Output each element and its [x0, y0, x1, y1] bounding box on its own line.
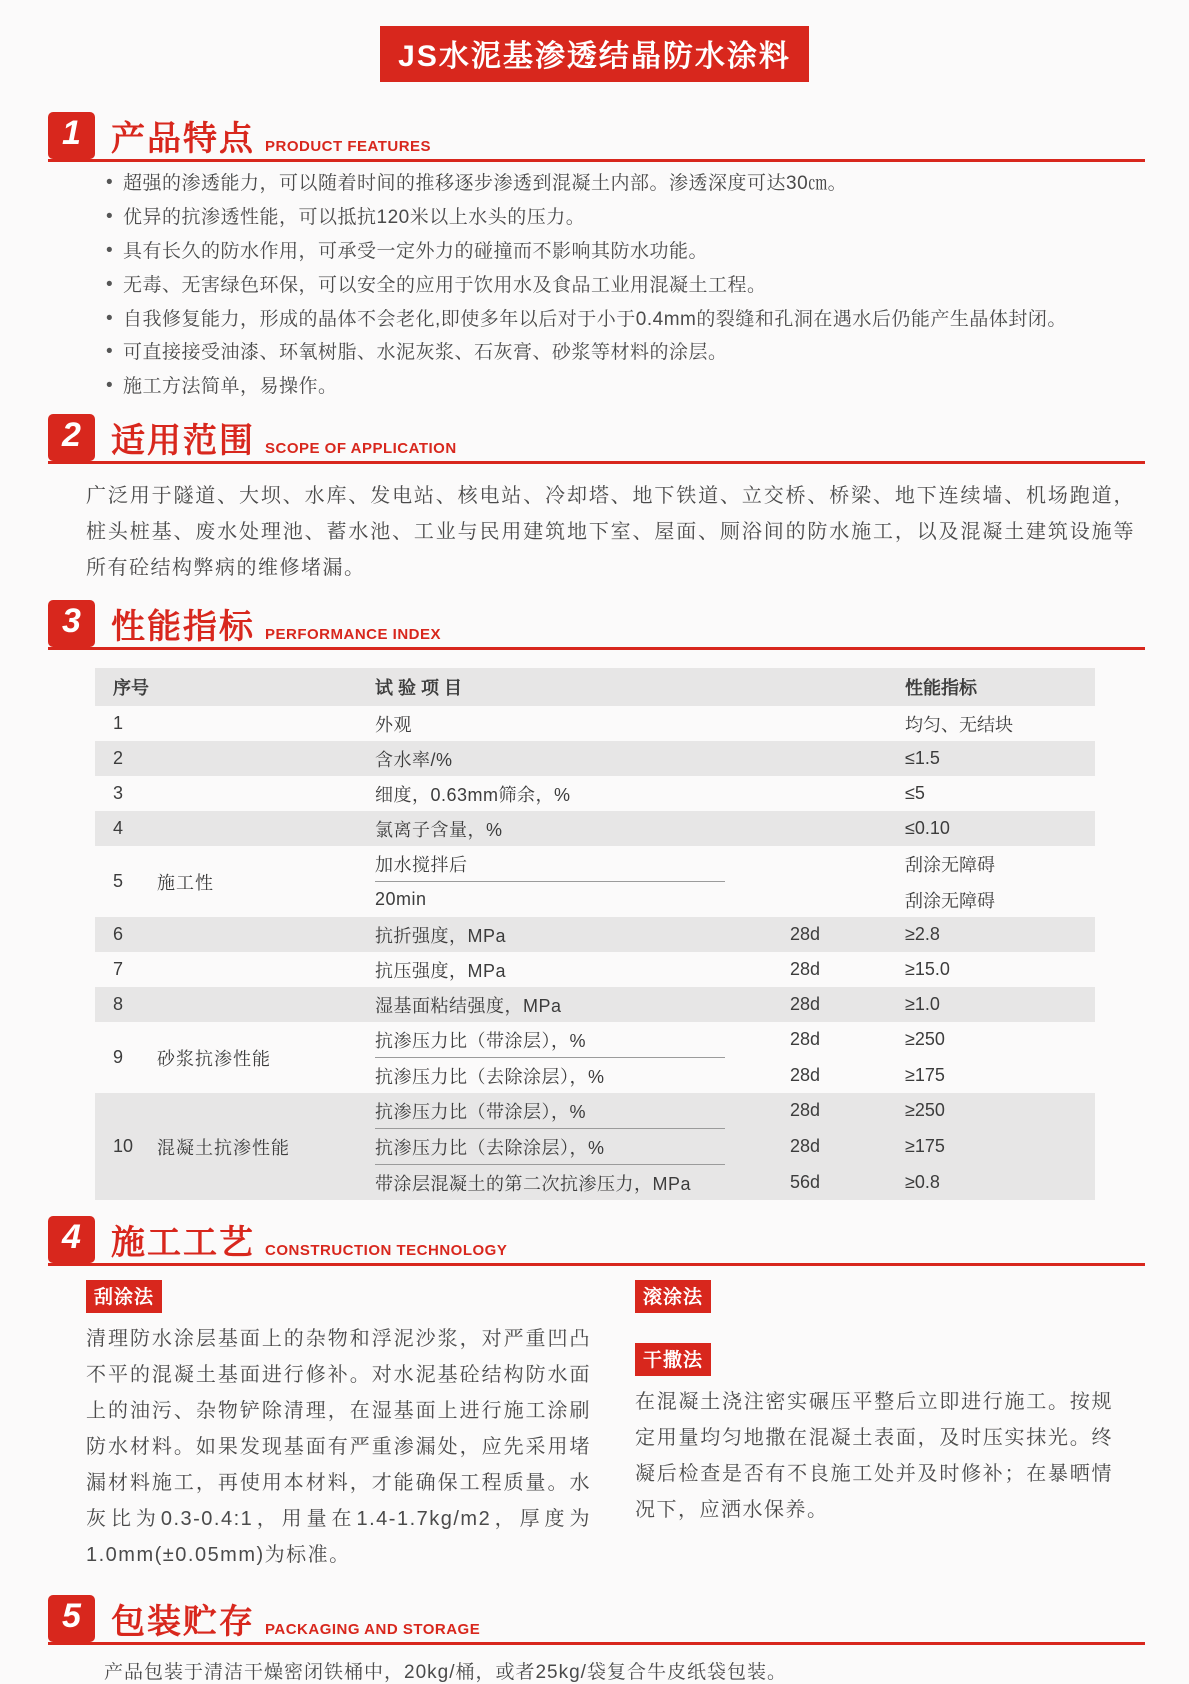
test-age: 28d — [790, 924, 821, 945]
section-performance — [48, 600, 1145, 1200]
sub-row — [375, 952, 1095, 987]
test-value: ≤5 — [905, 783, 925, 804]
section-scope — [48, 414, 1145, 586]
method-badge-roll: 滚涂法 — [635, 1280, 711, 1313]
test-item: 抗压强度，MPa — [375, 960, 507, 981]
feature-item: • 无毒、无害绿色环保，可以安全的应用于饮用水及食品工业用混凝土工程。 — [106, 276, 1145, 297]
section-title: 施工工艺 — [111, 1224, 255, 1263]
row-sub-rows — [375, 741, 1095, 776]
performance-table — [95, 668, 1095, 1200]
dry-method-text: 在混凝土浇注密实碾压平整后立即进行施工。按规定用量均匀地撒在混凝土表面，及时压实抹光。终凝后检查是否有不良施工处并及时修补；在暴晒情况下，应洒水保养。 — [635, 1391, 1113, 1522]
feature-item: • 可直接接受油漆、环氧树脂、水泥灰浆、石灰膏、砂浆等材料的涂层。 — [106, 343, 1145, 364]
test-value: 刮涂无障碍 — [905, 854, 995, 875]
section-number-badge: 1 — [48, 112, 95, 159]
table-header-spacer — [157, 668, 375, 706]
scope-paragraph: 广泛用于隧道、大坝、水库、发电站、核电站、冷却塔、地下铁道、立交桥、桥梁、地下连续墙、机场跑道，桩头桩基、废水处理池、蓄水池、工业与民用建筑地下室、屋面、厕浴间的防水施工，以及混凝土建筑设施等所有砼结构弊病的维修堵漏。 — [86, 485, 1135, 580]
test-item: 抗渗压力比（带涂层），% — [375, 1101, 587, 1122]
table-row — [95, 952, 1095, 987]
row-sub-rows — [375, 1093, 1095, 1200]
section-construction — [48, 1216, 1145, 1573]
test-age: 28d — [790, 994, 821, 1015]
table-header-no: 序号 — [113, 678, 149, 699]
table-header-item: 试验项目 — [375, 678, 467, 699]
section-packaging-header — [48, 1595, 1145, 1645]
row-sub-rows — [375, 706, 1095, 741]
test-item: 细度，0.63mm筛余，% — [375, 784, 571, 805]
performance-table-body — [95, 706, 1095, 1200]
sub-row — [375, 706, 1095, 741]
section-construction-header — [48, 1216, 1145, 1266]
test-age: 28d — [790, 1100, 821, 1121]
construction-columns — [86, 1280, 1145, 1573]
test-item: 氯离子含量，% — [375, 819, 503, 840]
sub-row — [375, 1022, 1095, 1057]
sub-row — [375, 1093, 1095, 1128]
test-item: 外观 — [375, 714, 412, 735]
test-item: 抗渗压力比（带涂层），% — [375, 1030, 587, 1051]
test-value: 均匀、无结块 — [905, 714, 1013, 735]
table-row — [95, 776, 1095, 811]
test-item: 加水搅拌后 — [375, 854, 468, 875]
table-row — [95, 741, 1095, 776]
sub-row — [375, 741, 1095, 776]
test-age: 28d — [790, 1136, 821, 1157]
sub-row — [375, 811, 1095, 846]
row-sub-rows — [375, 1022, 1095, 1093]
test-item: 抗渗压力比（去除涂层），% — [375, 1066, 605, 1087]
row-sub-rows — [375, 776, 1095, 811]
table-row — [95, 1093, 1095, 1200]
row-sub-rows — [375, 952, 1095, 987]
row-number: 5 — [113, 871, 124, 892]
section-subtitle: PERFORMANCE INDEX — [265, 626, 442, 644]
page-title: JS水泥基渗透结晶防水涂料 — [398, 40, 791, 73]
feature-item: • 自我修复能力，形成的晶体不会老化,即使多年以后对于小于0.4mm的裂缝和孔洞在遇水后仍能产生晶体封闭。 — [106, 310, 1145, 331]
table-row — [95, 1022, 1095, 1093]
test-item: 带涂层混凝土的第二次抗渗压力，MPa — [375, 1173, 692, 1194]
section-title: 适用范围 — [111, 422, 255, 461]
test-age: 28d — [790, 1065, 821, 1086]
row-sub-rows — [375, 917, 1095, 952]
row-category — [157, 811, 375, 846]
sub-row — [375, 917, 1095, 952]
table-header-index: 性能指标 — [905, 678, 977, 699]
row-number: 1 — [113, 713, 124, 734]
scrape-method-text: 清理防水涂层基面上的杂物和浮泥沙浆，对严重凹凸不平的混凝土基面进行修补。对水泥基砼结构防水面上的油污、杂物铲除清理，在湿基面上进行施工涂刷防水材料。如果发现基面有严重渗漏处，应先采用堵漏材料施工，再使用本材料，才能确保工程质量。水灰比为0.3-0.4:1，用量在1.4-1.7kg/m2，厚度为1.0mm(±0.05mm)为标准。 — [86, 1328, 591, 1567]
spacer — [635, 1313, 1113, 1343]
row-category — [157, 776, 375, 811]
section-features-header — [48, 112, 1145, 162]
section-subtitle: PACKAGING AND STORAGE — [265, 1621, 481, 1639]
construction-left-column — [86, 1280, 591, 1573]
section-subtitle: CONSTRUCTION TECHNOLOGY — [265, 1242, 508, 1260]
row-sub-rows — [375, 846, 1095, 917]
sub-row — [375, 846, 1095, 881]
test-value: ≥1.0 — [905, 994, 940, 1015]
sub-row — [375, 882, 1095, 917]
test-age: 56d — [790, 1172, 821, 1193]
test-value: ≥15.0 — [905, 959, 950, 980]
test-item: 含水率/% — [375, 749, 453, 770]
feature-item: • 优异的抗渗透性能，可以抵抗120米以上水头的压力。 — [106, 208, 1145, 229]
row-number: 8 — [113, 994, 124, 1015]
table-header-row — [95, 668, 1095, 706]
feature-list — [48, 174, 1145, 398]
row-category — [157, 917, 375, 952]
section-title: 性能指标 — [111, 608, 255, 647]
table-row — [95, 917, 1095, 952]
sub-row — [375, 1129, 1095, 1164]
test-value: ≥2.8 — [905, 924, 940, 945]
row-category: 施工性 — [157, 872, 214, 893]
test-value: ≤0.10 — [905, 818, 950, 839]
table-row — [95, 987, 1095, 1022]
sub-row — [375, 1058, 1095, 1093]
row-number: 9 — [113, 1047, 124, 1068]
section-performance-header — [48, 600, 1145, 650]
test-age: 28d — [790, 959, 821, 980]
row-category — [157, 706, 375, 741]
table-row — [95, 846, 1095, 917]
test-value: 刮涂无障碍 — [905, 890, 995, 911]
row-sub-rows — [375, 811, 1095, 846]
section-scope-header — [48, 414, 1145, 464]
row-number: 10 — [113, 1136, 134, 1157]
test-value: ≥175 — [905, 1136, 945, 1157]
section-subtitle: SCOPE OF APPLICATION — [265, 440, 457, 458]
row-number: 4 — [113, 818, 124, 839]
section-number-badge: 4 — [48, 1216, 95, 1263]
page-title-banner — [380, 26, 809, 82]
section-features — [48, 112, 1145, 398]
row-category: 混凝土抗渗性能 — [157, 1137, 290, 1158]
test-item: 抗折强度，MPa — [375, 925, 507, 946]
test-age: 28d — [790, 1029, 821, 1050]
test-value: ≥175 — [905, 1065, 945, 1086]
table-row — [95, 706, 1095, 741]
test-value: ≥250 — [905, 1100, 945, 1121]
row-number: 7 — [113, 959, 124, 980]
section-packaging — [48, 1595, 1145, 1684]
test-value: ≤1.5 — [905, 748, 940, 769]
row-number: 3 — [113, 783, 124, 804]
feature-item: • 施工方法简单，易操作。 — [106, 377, 1145, 398]
test-value: ≥250 — [905, 1029, 945, 1050]
packaging-paragraph: 产品包装于清洁干燥密闭铁桶中，20kg/桶，或者25kg/袋复合牛皮纸袋包装。 — [104, 1662, 787, 1684]
test-item: 20min — [375, 889, 427, 910]
section-subtitle: PRODUCT FEATURES — [265, 138, 432, 155]
test-value: ≥0.8 — [905, 1172, 940, 1193]
test-item: 抗渗压力比（去除涂层），% — [375, 1137, 605, 1158]
construction-right-column — [635, 1280, 1113, 1573]
sub-row — [375, 1165, 1095, 1200]
feature-item: • 具有长久的防水作用，可承受一定外力的碰撞而不影响其防水功能。 — [106, 242, 1145, 263]
row-category — [157, 952, 375, 987]
method-badge-scrape: 刮涂法 — [86, 1280, 162, 1313]
row-category — [157, 741, 375, 776]
sub-row — [375, 776, 1095, 811]
row-number: 2 — [113, 748, 124, 769]
section-number-badge: 3 — [48, 600, 95, 647]
section-title: 产品特点 — [111, 120, 255, 158]
section-number-badge: 5 — [48, 1595, 95, 1642]
section-number-badge: 2 — [48, 414, 95, 461]
feature-item: • 超强的渗透能力，可以随着时间的推移逐步渗透到混凝土内部。渗透深度可达30㎝。 — [106, 174, 1145, 195]
row-category: 砂浆抗渗性能 — [157, 1048, 271, 1069]
test-item: 湿基面粘结强度，MPa — [375, 995, 562, 1016]
product-datasheet — [0, 26, 1189, 1684]
row-number: 6 — [113, 924, 124, 945]
table-row — [95, 811, 1095, 846]
method-badge-dry: 干撒法 — [635, 1343, 711, 1376]
row-category — [157, 987, 375, 1022]
sub-row — [375, 987, 1095, 1022]
row-sub-rows — [375, 987, 1095, 1022]
section-title: 包装贮存 — [111, 1603, 255, 1642]
